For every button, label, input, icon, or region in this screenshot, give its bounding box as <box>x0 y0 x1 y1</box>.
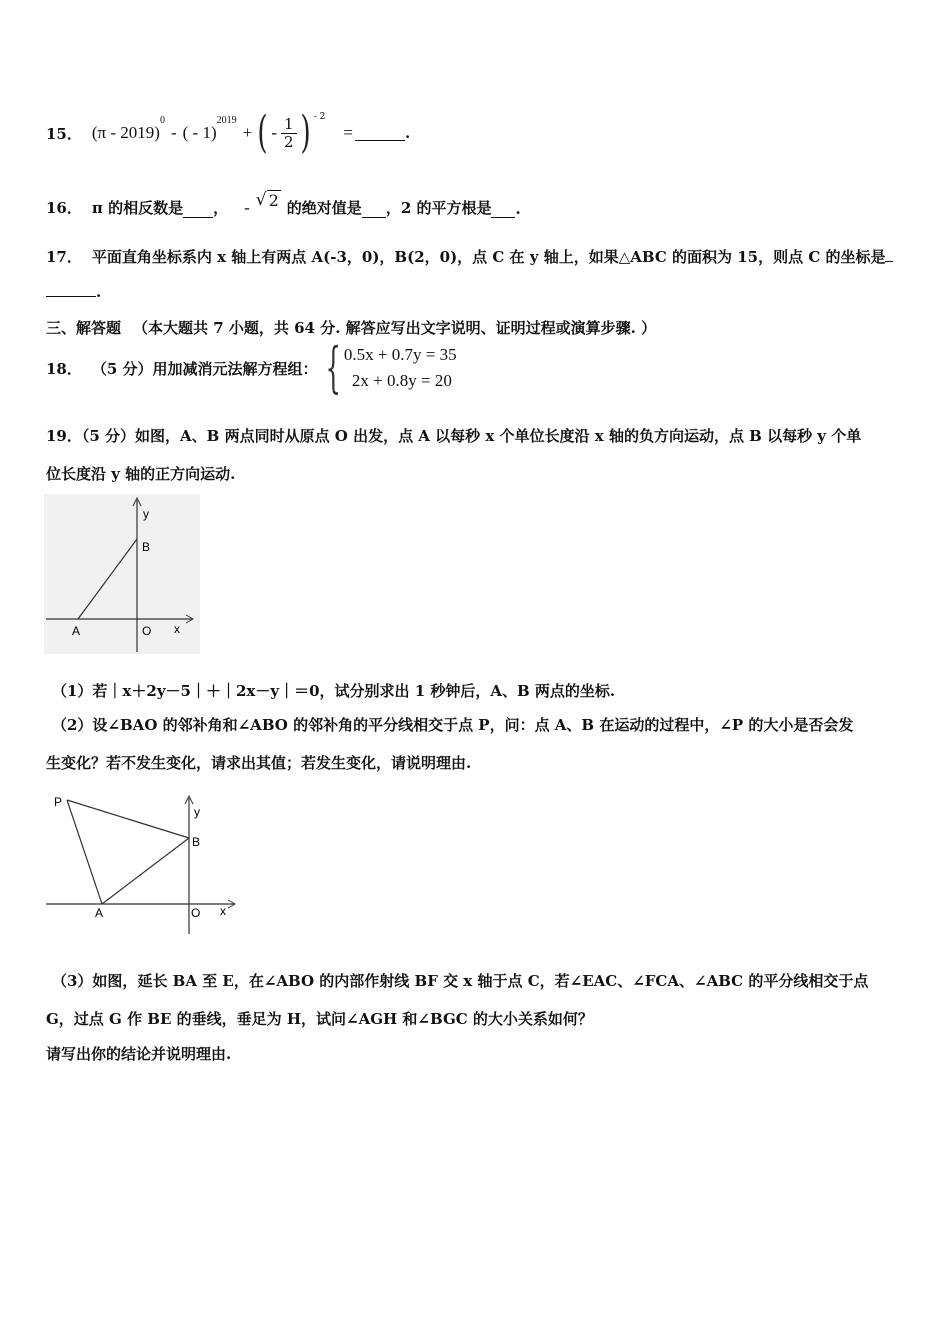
q15-neg: - <box>271 123 278 142</box>
figure-2-segment-pb <box>67 800 189 838</box>
section-3-heading <box>46 317 656 338</box>
q15-term1 <box>91 115 165 143</box>
figure-2-x-label: x <box>220 904 226 918</box>
q15-term2-exp: 2019 <box>216 115 237 127</box>
figure-1-x-label: x <box>174 622 180 636</box>
q15-plus: + <box>242 123 253 142</box>
q19-part-3-line-1: （3）如图，延长 BA 至 E，在∠ABO 的内部作射线 BF 交 x 轴于点 C，若∠EAC、∠FCA、∠ABC 的平分线相交于点 <box>52 972 869 990</box>
q19-line-1: 19．（5 分）如图，A、B 两点同时从原点 O 出发，点 A 以每秒 x 个单位长度沿 x 轴的负方向运动，点 B 以每秒 y 个单 <box>46 427 862 445</box>
figure-2-b-label: B <box>192 835 201 849</box>
figure-2-segment-pa <box>67 800 102 904</box>
q19-part-3-line-3: 请写出你的结论并说明理由. <box>46 1045 232 1063</box>
q15-term2 <box>182 115 237 143</box>
q18-eq1: 0.5x + 0.7y = 35 <box>343 345 457 364</box>
q16-text3: 的绝对值是 <box>286 199 362 217</box>
question-17-cont <box>46 282 101 301</box>
q16-neg: - <box>244 198 250 217</box>
q15-right-paren: ) <box>300 107 311 158</box>
figure-1-b-label: B <box>142 540 151 554</box>
q19-part-2-line-1: （2）设∠BAO 的邻补角和∠ABO 的邻补角的平分线相交于点 P，问：点 A、B 在运动的过程中，∠P 的大小是否会发 <box>52 716 854 734</box>
figure-2-p-label: P <box>54 795 63 809</box>
q19-part-1: （1）若｜x＋2y－5｜＋｜2x－y｜＝0，试分别求出 1 秒钟后，A、B 两点的坐标. <box>52 682 616 700</box>
q17-text: 平面直角坐标系内 x 轴上有两点 A(-3，0)，B(2，0)，点 C 在 y 轴上，如果△ABC 的面积为 15，则点 C 的坐标是 <box>91 248 886 266</box>
q15-frac-num: 1 <box>281 116 297 134</box>
q15-end: . <box>405 124 411 142</box>
q16-blank-1[interactable] <box>183 203 213 218</box>
q18-brace: { <box>324 336 341 399</box>
q19-line-2: 位长度沿 y 轴的正方向运动. <box>46 465 236 483</box>
figure-2-o-label: O <box>191 906 201 920</box>
q16-blank-2[interactable] <box>362 203 386 218</box>
q17-answer-blank-cont[interactable] <box>46 282 96 297</box>
q16-blank-3[interactable] <box>491 203 515 218</box>
question-17 <box>46 246 893 267</box>
q15-minus: - <box>170 123 177 142</box>
figure-1 <box>44 494 200 654</box>
figure-2-y-label: y <box>194 805 200 819</box>
q16-text1: π 的相反数是 <box>91 199 184 217</box>
figure-1-a-label: A <box>72 624 81 638</box>
q19-part-3-line-2: G，过点 G 作 BE 的垂线，垂足为 H，试问∠AGH 和∠BGC 的大小关系如何？ <box>46 1010 593 1028</box>
q17-number: 17． <box>46 248 82 266</box>
question-16 <box>46 188 521 218</box>
question-18 <box>46 336 457 399</box>
q15-equals: = <box>343 123 353 142</box>
q17-answer-blank[interactable] <box>885 247 893 262</box>
sqrt-icon: √ <box>255 190 267 210</box>
q18-eq2: 2x + 0.8y = 20 <box>351 371 452 390</box>
q16-sqrt-arg: 2 <box>268 191 279 210</box>
q16-sqrt <box>256 190 281 210</box>
q16-text4: ，2 的平方根是 <box>385 199 492 217</box>
q17-end: . <box>96 283 102 301</box>
q15-answer-blank[interactable] <box>355 126 405 141</box>
q16-number: 16． <box>46 199 82 217</box>
figure-1-y-label: y <box>143 507 149 521</box>
q18-number: 18． <box>46 359 82 378</box>
figure-2-segment-ab <box>102 838 189 904</box>
figure-1-o-label: O <box>142 624 152 638</box>
figure-2 <box>44 792 240 938</box>
q18-system <box>344 342 457 394</box>
q18-text: （5 分）用加减消元法解方程组： <box>91 359 318 378</box>
q15-left-paren: ( <box>257 107 268 158</box>
q15-fraction <box>281 116 297 151</box>
q15-term1-base: (π - 2019) <box>91 123 160 142</box>
section-3-note: （本大题共 7 小题，共 64 分. 解答应写出文字说明、证明过程或演算步骤. ） <box>133 319 657 337</box>
q15-term3-exp: - 2 <box>313 112 326 122</box>
q15-number: 15． <box>46 124 82 143</box>
q16-text2: ， <box>213 199 229 217</box>
figure-2-a-label: A <box>95 906 104 920</box>
q15-term2-base: ( - 1) <box>182 123 217 142</box>
q19-part-2-line-2: 生变化？若不发生变化，请求出其值；若发生变化，请说明理由. <box>46 754 472 772</box>
question-15 <box>46 108 410 158</box>
q15-frac-den: 2 <box>284 132 294 151</box>
section-3-title: 三、解答题 <box>46 319 122 337</box>
q16-end: . <box>515 200 521 218</box>
q15-term1-exp: 0 <box>159 115 165 127</box>
